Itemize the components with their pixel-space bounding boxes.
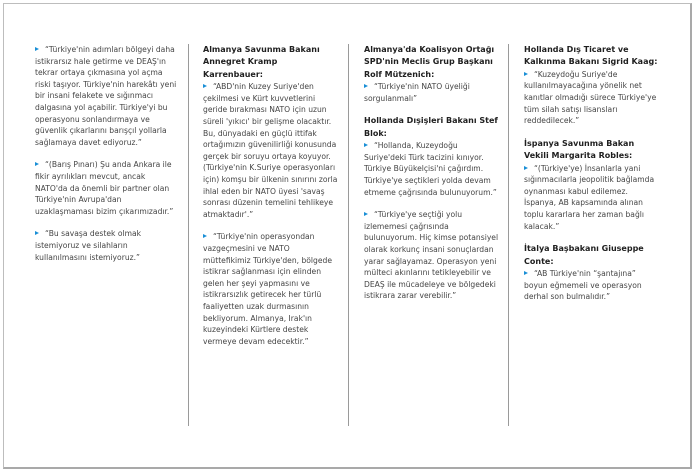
statement-block bbox=[364, 115, 500, 198]
column-1 bbox=[35, 44, 177, 274]
quote-text bbox=[364, 81, 500, 104]
quote-content: “Türkiye'ye seçtiği yolu izlememesi çağrısında bulunuyorum. Hiç kimse potansiyel olarak korkunç insani sonuçlardan yarar sağlayamaz. Operasyon yeni mülteci akınlarını tetikleyebilir ve DEAŞ ile mücadeleye ve bölgedeki istikrara zarar verebilir.” bbox=[364, 210, 499, 301]
quote-content: “Kuzeydoğu Suriye'de kullanılmayacağına yönelik net kanıtlar olmadığı sürece Türkiye'ye tüm silah satışı lisansları reddedilecek.” bbox=[524, 69, 657, 126]
statement-block bbox=[35, 228, 177, 263]
quote-text bbox=[364, 140, 500, 198]
quote-text bbox=[524, 69, 660, 127]
quote-content: “Bu savaşa destek olmak istemiyoruz ve silahların kullanılmasını istemiyoruz.” bbox=[35, 229, 142, 262]
quote-content: “(Barış Pınarı) Şu anda Ankara ile fikir ayrılıkları mevcut, ancak NATO'da da önemli bir partner olan Türkiye'nin Avrupa'dan uzaklaşmaması bizim çıkarımızadır.” bbox=[35, 160, 174, 216]
triangle-bullet-icon bbox=[35, 162, 39, 166]
quote-content: “AB Türkiye'nin “şantajına” boyun eğmemeli ve operasyon derhal son bulmalıdır.” bbox=[524, 268, 642, 302]
triangle-bullet-icon bbox=[203, 84, 207, 88]
quote-text bbox=[524, 163, 660, 233]
quote-text bbox=[203, 231, 339, 347]
speaker-name: Hollanda Dışişleri Bakanı Stef Blok: bbox=[364, 116, 498, 138]
column-3 bbox=[364, 44, 500, 313]
triangle-bullet-icon bbox=[524, 72, 528, 76]
triangle-bullet-icon bbox=[364, 212, 368, 216]
statement-block bbox=[203, 231, 339, 347]
speaker-name: İtalya Başbakanı Giuseppe Conte: bbox=[524, 244, 644, 266]
triangle-bullet-icon bbox=[35, 47, 39, 51]
quote-text bbox=[524, 268, 660, 303]
column-4 bbox=[524, 44, 660, 314]
quote-content: “Türkiye'nin adımları bölgeyi daha istikrarsız hale getirme ve DEAŞ'ın tekrar ortaya çıkmasına yol açma riski taşıyor. Türkiye'nin harekâtı yeni bir insani felakete ve sığınmacı dalgasına yol açabilir. Türkiye'yi bu operasyonu sonlandırmaya ve güvenlik çıkarlarını barışçıl yollarla sağlamaya davet ediyoruz.” bbox=[35, 45, 177, 147]
speaker-name: Almanya'da Koalisyon Ortağı SPD'nin Meclis Grup Başkanı Rolf Mützenich: bbox=[364, 45, 495, 79]
statement-block bbox=[35, 159, 177, 217]
statement-block bbox=[364, 209, 500, 302]
column-divider bbox=[508, 44, 509, 426]
triangle-bullet-icon bbox=[364, 143, 368, 147]
statement-block bbox=[524, 138, 660, 232]
triangle-bullet-icon bbox=[35, 231, 39, 235]
triangle-bullet-icon bbox=[364, 84, 368, 88]
statement-block bbox=[524, 44, 660, 127]
quote-text bbox=[35, 228, 177, 263]
speaker-name: Almanya Savunma Bakanı Annegret Kramp Karrenbauer: bbox=[203, 45, 320, 79]
quote-text bbox=[35, 44, 177, 148]
column-2 bbox=[203, 44, 339, 358]
quote-content: “Hollanda, Kuzeydoğu Suriye'deki Türk tacizini kınıyor. Türkiye Büyükelçisi'ni çağırdım. Türkiye'ye seçtikleri yolda devam etmeme çağrısında bulunuyorum.” bbox=[364, 141, 497, 197]
quote-content: “(Türkiye'ye) İnsanlarla yani sığınmacılarla jeopolitik bağlamda oynanması kabul edilemez. İspanya, AB kapsamında alınan toplu kararlara her zaman bağlı kalacak.” bbox=[524, 163, 655, 231]
quote-text bbox=[364, 209, 500, 302]
quote-content: “Türkiye'nin NATO üyeliği sorgulanmalı” bbox=[364, 82, 470, 103]
triangle-bullet-icon bbox=[524, 271, 528, 275]
speaker-name: Hollanda Dış Ticaret ve Kalkınma Bakanı Sigrid Kaag: bbox=[524, 45, 658, 67]
speaker-name: İspanya Savunma Bakan Vekili Margarita Robles: bbox=[524, 138, 635, 161]
statement-block bbox=[203, 44, 339, 220]
statement-block bbox=[35, 44, 177, 148]
statement-block bbox=[524, 243, 660, 303]
column-divider bbox=[188, 44, 189, 426]
quote-content: “Türkiye'nin operasyondan vazgeçmesini ve NATO müttefikimiz Türkiye'den, bölgede istikrar sağlanması için elinden gelen her şeyi yapmasını ve istikrarsızlık getirecek her türlü faaliyetten uzak durmasının bekliyorum. Almanya, Irak'ın kuzeyindeki Kürtlere destek vermeye devam edecektir.” bbox=[203, 232, 333, 346]
quote-content: “ABD'nin Kuzey Suriye'den çekilmesi ve Kürt kuvvetlerini geride bırakması NATO için uzun süreli 'yıkıcı' bir gelişme olacaktır. Bu, dünyadaki en güçlü ittifak ortağımızın güvenilirliği konusunda gerçek bir soruyu ortaya koyuyor. (Türkiye'nin K.Suriye operasyonları için) komşu bir ülkenin sınırını zorla ihlal eden bir NATO üyesi 'savaş sonrası düzenin temelini tehlikeye atmaktadır'.” bbox=[203, 82, 338, 219]
triangle-bullet-icon bbox=[203, 234, 207, 238]
quote-text bbox=[203, 81, 339, 220]
quote-text bbox=[35, 159, 177, 217]
column-divider bbox=[348, 44, 349, 426]
statement-block bbox=[364, 44, 500, 104]
triangle-bullet-icon bbox=[524, 166, 528, 170]
